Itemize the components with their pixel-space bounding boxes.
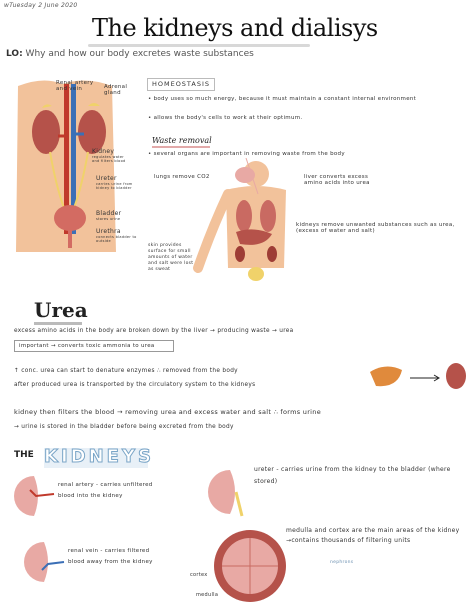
learning-objective [6, 49, 254, 59]
ureter-line [236, 492, 242, 516]
waste-removal-heading: Waste removal [152, 136, 212, 145]
label-nephrons: nephrons [330, 560, 354, 565]
the-label: THE [14, 450, 34, 460]
waste-removal-bullet: • several organs are important in removing waste from the body [148, 151, 345, 157]
label-kidney-desc: regulates water and filters blood [92, 155, 126, 163]
arm [198, 194, 228, 268]
liver-icon [370, 366, 402, 386]
label-liver: liver converts excess amino acids into urea [304, 174, 370, 186]
urea-line-3: kidney then filters the blood → removing urea and excess water and salt ∴ forms urine [14, 408, 321, 416]
brain-icon [232, 164, 258, 186]
label-kidneys-removal: kidneys remove unwanted substances such as urea, (excess of water and salt) [296, 222, 455, 234]
label-adrenal: Adrenal gland [104, 84, 128, 96]
right-lung [260, 200, 276, 232]
label-ureter-desc: carries urine from kidney to bladder [96, 182, 133, 190]
bladder [54, 205, 86, 231]
page-title: The kidneys and dialisys [92, 14, 378, 42]
label-ureter-desc-2: ureter - carries urine from the kidney to the bladder (where stored) [254, 466, 451, 485]
homeostasis-bullet-1-text: body uses so much energy, because it must maintain a constant internal environment [153, 96, 417, 102]
title-underline [88, 44, 310, 47]
date: wTuesday 2 June 2020 [4, 2, 78, 9]
kidney-left [235, 246, 245, 262]
label-bladder: Bladder [96, 210, 122, 217]
homeostasis-label: HOMEOSTASIS [147, 78, 215, 91]
label-renal-vein-desc: renal vein - carries filtered blood away from the kidney [68, 548, 153, 565]
kidney-cross-section [210, 526, 290, 606]
label-urethra: Urethra [96, 228, 121, 235]
kidney-shape-3 [208, 470, 235, 514]
urea-line-4: → urine is stored in the bladder before being excreted from the body [14, 424, 234, 430]
label-bladder-desc: stores urine [96, 217, 121, 221]
left-kidney [32, 110, 60, 154]
homeostasis-bullet-2: • allows the body's cells to work at their optimum. [148, 115, 303, 121]
kidney-artery-diagram [12, 474, 56, 518]
label-medulla-cortex: medulla and cortex are the main areas of the kidney →contains thousands of filtering units [286, 527, 460, 544]
kidney-shape-2 [24, 542, 48, 582]
kidney-vein-diagram [22, 540, 66, 584]
urea-line-1: excess amino acids in the body are broken down by the liver → producing waste → urea [14, 328, 294, 334]
label-urethra-desc: connects bladder to outside [96, 235, 137, 243]
lo-text: Why and how our body excretes waste substances [25, 49, 254, 59]
urea-line-2b: after produced urea is transported by the circulatory system to the kidneys [14, 382, 256, 388]
kidneys-title: KIDNEYS [44, 446, 154, 467]
kidney-ureter-diagram [206, 468, 254, 518]
urea-line-2a: ↑ conc. urea can start to denature enzymes ∴ removed from the body [14, 368, 238, 374]
kidney-right [267, 246, 277, 262]
label-cortex: cortex [190, 572, 208, 578]
lo-label: LO: [6, 49, 23, 59]
bladder-small [248, 267, 264, 281]
label-renal-artery: Renal artery and vein [56, 80, 94, 92]
body-torso [226, 186, 286, 268]
liver-to-kidney-diagram [368, 360, 470, 396]
left-lung [236, 200, 252, 232]
urea-heading: Urea [34, 298, 88, 322]
kidney-icon [446, 363, 466, 389]
label-ureter: Ureter [96, 175, 117, 182]
label-skin: skin provides surface for small amounts of water and salt were lost as sweat [148, 243, 194, 272]
label-lungs: lungs remove CO2 [154, 174, 210, 180]
waste-removal-underline [152, 146, 210, 148]
waste-removal-bullet-text: several organs are important in removing waste from the body [153, 151, 345, 157]
homeostasis-bullet-1: • body uses so much energy, because it must maintain a constant internal environment [148, 96, 417, 102]
urea-underline [34, 322, 82, 325]
label-medulla: medulla [196, 592, 219, 598]
urethra [68, 230, 72, 248]
important-box: important → converts toxic ammonia to urea [14, 340, 174, 352]
label-renal-artery-desc: renal artery - carries unfiltered blood into the kidney [58, 482, 153, 499]
kidney-shape [14, 476, 38, 516]
homeostasis-bullet-2-text: allows the body's cells to work at their optimum. [153, 115, 303, 121]
label-kidney: Kidney [92, 148, 115, 155]
